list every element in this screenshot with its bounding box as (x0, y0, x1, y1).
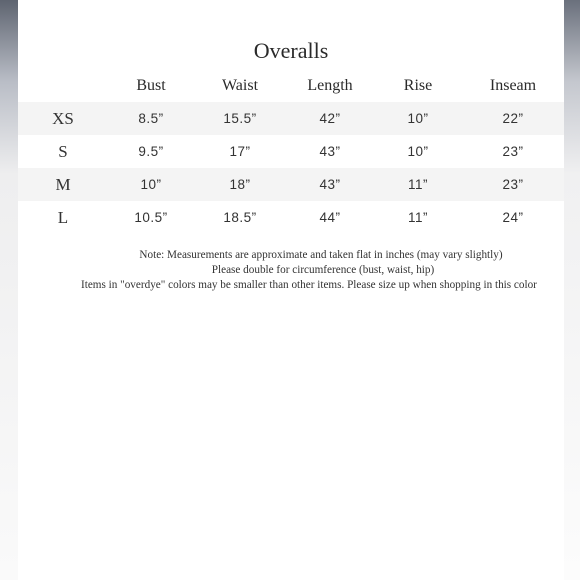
header-cell-length: Length (307, 77, 353, 94)
header-cell-waist: Waist (221, 77, 259, 94)
note-line: Please double for circumference (bust, waist, hip) (211, 264, 435, 276)
length-value: 43” (319, 144, 341, 159)
size-chart-table (18, 70, 564, 234)
inseam-value: 24” (502, 210, 524, 225)
inseam-value: 22” (462, 102, 564, 135)
table-row (18, 102, 564, 135)
rise-value: 11” (407, 210, 428, 225)
note-line: Note: Measurements are approximate and taken flat in inches (may vary slightly) (139, 249, 503, 261)
measurement-notes (18, 248, 564, 293)
length-value: 44” (319, 210, 341, 225)
screenshot-left-edge (0, 0, 18, 580)
bust-value: 9.5” (138, 144, 164, 159)
bust-value: 8.5” (108, 102, 194, 135)
header-cell-rise: Rise (403, 77, 433, 94)
size-label: M (18, 168, 108, 201)
inseam-value: 23” (462, 168, 564, 201)
inseam-value: 23” (502, 144, 524, 159)
table-row (18, 135, 564, 168)
rise-value: 11” (374, 168, 462, 201)
rise-value: 10” (374, 102, 462, 135)
length-value: 43” (286, 168, 374, 201)
header-cell-size (18, 70, 108, 102)
table-row (18, 168, 564, 201)
note-line: Items in "overdye" colors may be smaller than other items. Please size up when shopping in this color (81, 279, 537, 291)
chart-title: Overalls (253, 38, 329, 63)
waist-value: 17” (229, 144, 251, 159)
waist-value: 18.5” (223, 210, 257, 225)
header-cell-inseam: Inseam (489, 77, 537, 94)
size-label: XS (18, 102, 108, 135)
header-cell-bust: Bust (136, 77, 166, 94)
bust-value: 10” (108, 168, 194, 201)
bust-value: 10.5” (134, 210, 168, 225)
header-row (18, 70, 564, 102)
waist-value: 15.5” (194, 102, 286, 135)
table-row (18, 201, 564, 234)
length-value: 42” (286, 102, 374, 135)
size-label: S (58, 141, 68, 161)
size-label: L (57, 207, 69, 227)
rise-value: 10” (407, 144, 429, 159)
size-chart-card (18, 0, 564, 580)
waist-value: 18” (194, 168, 286, 201)
